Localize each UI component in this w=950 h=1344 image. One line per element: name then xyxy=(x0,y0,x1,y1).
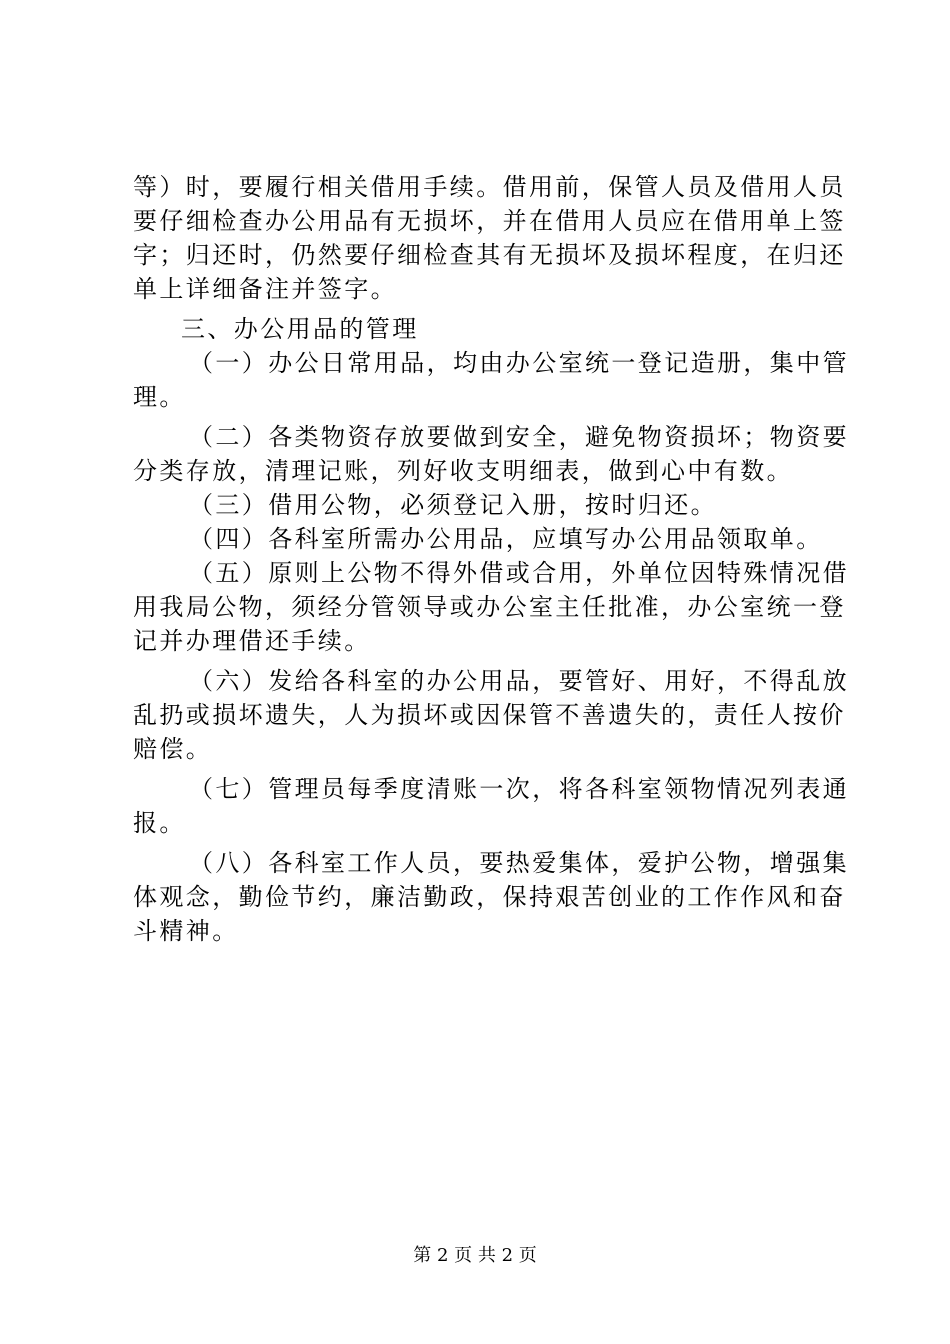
text-line: 等）时，要履行相关借用手续。借用前，保管人员及借用人员 xyxy=(133,173,846,201)
text-line: （三）借用公物，必须登记入册，按时归还。 xyxy=(189,491,717,519)
text-line: （六）发给各科室的办公用品，要管好、用好，不得乱放 xyxy=(189,667,849,695)
text-line: 分类存放，清理记账，列好收支明细表，做到心中有数。 xyxy=(133,457,793,485)
section-heading: 三、办公用品的管理 xyxy=(181,315,419,343)
text-line: 体观念，勤俭节约，廉洁勤政，保持艰苦创业的工作作风和奋 xyxy=(133,883,846,911)
text-line: 要仔细检查办公用品有无损坏，并在借用人员应在借用单上签 xyxy=(133,207,846,235)
text-line: 乱扔或损坏遗失，人为损坏或因保管不善遗失的，责任人按价 xyxy=(133,701,846,729)
text-line: 赔偿。 xyxy=(133,735,213,763)
text-line: 记并办理借还手续。 xyxy=(133,627,371,655)
text-line: 用我局公物，须经分管领导或办公室主任批准，办公室统一登 xyxy=(133,593,846,621)
text-line: 理。 xyxy=(133,383,186,411)
text-line: （一）办公日常用品，均由办公室统一登记造册，集中管 xyxy=(189,349,849,377)
text-line: 斗精神。 xyxy=(133,917,239,945)
text-line: （四）各科室所需办公用品，应填写办公用品领取单。 xyxy=(189,525,823,553)
text-line: 单上详细备注并签字。 xyxy=(133,275,397,303)
text-line: （五）原则上公物不得外借或合用，外单位因特殊情况借 xyxy=(189,559,849,587)
text-line: 字；归还时，仍然要仔细检查其有无损坏及损坏程度，在归还 xyxy=(133,241,846,269)
text-line: （二）各类物资存放要做到安全，避免物资损坏；物资要 xyxy=(189,423,849,451)
page-footer: 第 2 页 共 2 页 xyxy=(413,1245,537,1266)
text-line: 报。 xyxy=(133,809,186,837)
text-line: （七）管理员每季度清账一次，将各科室领物情况列表通 xyxy=(189,775,849,803)
document-body xyxy=(133,170,849,948)
text-line: （八）各科室工作人员，要热爱集体，爱护公物，增强集 xyxy=(189,849,849,877)
